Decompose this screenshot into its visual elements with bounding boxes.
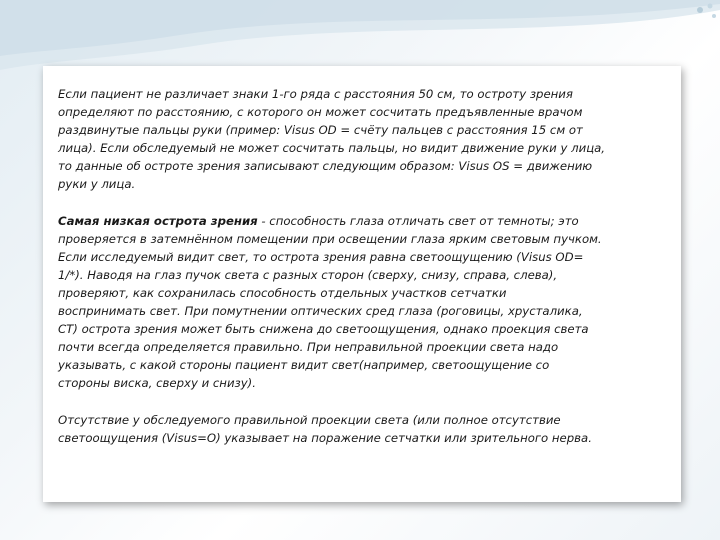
text-line <box>58 212 678 230</box>
slide-text-body <box>58 85 678 447</box>
text-line: руки у лица. <box>58 177 136 192</box>
text-line: почти всегда определяется правильно. При неправильной проекции света надо <box>58 340 559 355</box>
corner-dots-decoration <box>660 0 720 30</box>
defined-term: Самая низкая острота зрения <box>58 213 258 228</box>
text-line: раздвинутые пальцы руки (пример: Visus OD = счёту пальцев с расстояния 15 см от <box>58 123 583 138</box>
text-line: светоощущения (Visus=O) указывает на поражение сетчатки или зрительного нерва. <box>58 430 592 445</box>
text-line: Если исследуемый видит свет, то острота зрения равна светоощущению (Visus OD= <box>58 249 584 264</box>
text-line: проверяется в затемнённом помещении при освещении глаза ярким световым пучком. <box>58 231 602 246</box>
text-line: Если пациент не различает знаки 1-го ряда с расстояния 50 см, то остроту зрения <box>58 87 573 101</box>
text-line: определяют по расстоянию, с которого он может сосчитать предъявленные врачом <box>58 105 583 120</box>
text-line: Отсутствие у обследуемого правильной проекции света (или полное отсутствие <box>58 412 561 427</box>
text-line: СТ) острота зрения может быть снижена до светоощущения, однако проекция света <box>58 322 589 337</box>
text-line: то данные об остроте зрения записывают следующим образом: Visus OS = движению <box>58 159 593 174</box>
text-line: проверяют, как сохранилась способность отдельных участков сетчатки <box>58 285 507 300</box>
paragraph-1 <box>58 85 678 194</box>
text-line-rest: - способность глаза отличать свет от темноты; это <box>257 213 579 228</box>
text-line: воспринимать свет. При помутнении оптических сред глаза (роговицы, хрусталика, <box>58 304 583 319</box>
text-line: лица). Если обследуемый не может сосчитать пальцы, но видит движение руки у лица, <box>58 141 606 156</box>
paragraph-2 <box>58 212 678 393</box>
paragraph-3 <box>58 411 678 447</box>
text-line: 1/*). Наводя на глаз пучок света с разных сторон (сверху, снизу, справа, слева), <box>58 267 558 282</box>
text-line: стороны виска, сверху и снизу). <box>58 376 256 391</box>
text-line: указывать, с какой стороны пациент видит свет(например, светоощущение со <box>58 358 550 373</box>
